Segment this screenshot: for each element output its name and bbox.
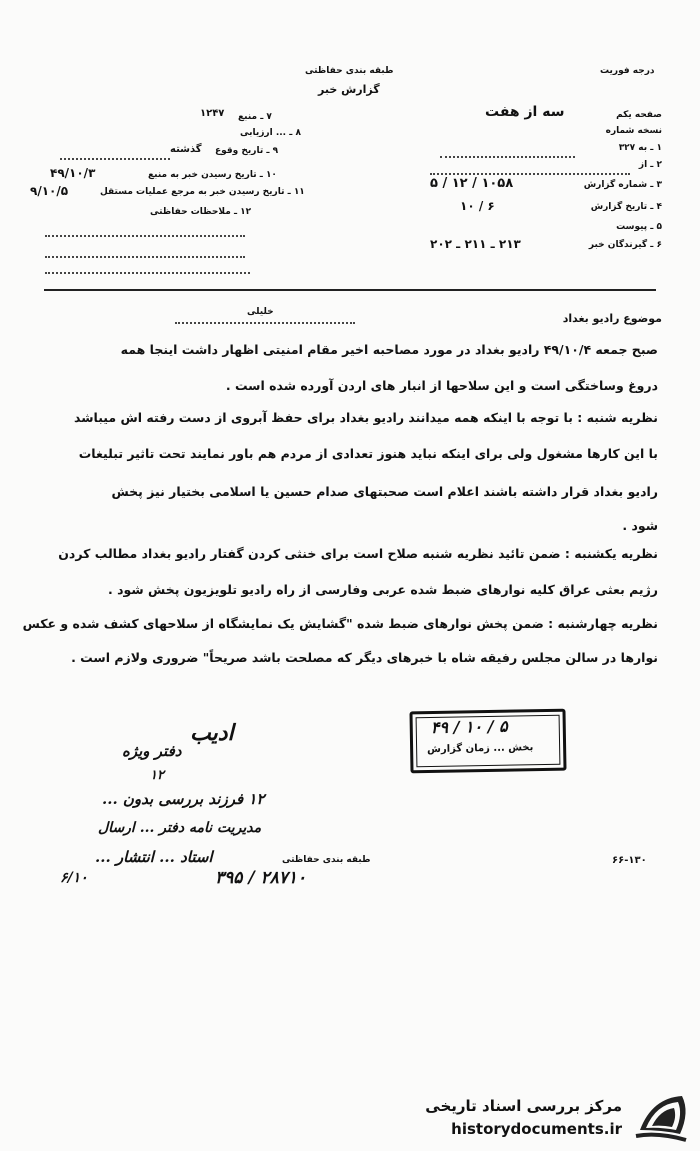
body-line: نظریه چهارشنبه : ضمن پخش نوارهای ضبط شده "گشایش یک نمایشگاه از سلاحهای کشف شده و عکس <box>22 616 658 631</box>
classification-label-top: طبقه بندی حفاظتی <box>305 66 394 76</box>
item-3: ۳ ـ شماره گزارش <box>583 180 662 190</box>
item-8: ۸ ـ ... ارزیابی <box>240 128 301 138</box>
series-value: سه از هفت <box>485 104 565 120</box>
handwritten-note: مدیریت نامه دفتر ... ارسال <box>98 820 262 836</box>
watermark-url: historydocuments.ir <box>451 1120 622 1138</box>
body-line: با این کارها مشغول ولی برای اینکه نباید هنوز تعدادی از مردم هم باور نمایند تحت تاثیر تبلیغات <box>78 446 658 461</box>
handwritten-note: ۱۲ فرزند بررسی بدون ... <box>102 790 265 808</box>
classification-label-bottom: طبقه بندی حفاظتی <box>282 855 371 865</box>
dotted-line <box>45 235 245 237</box>
body-line: رژیم بعثی عراق کلیه نوارهای ضبط شده عربی وفارسی از راه رادیو تلویزیون پخش شود . <box>108 582 658 597</box>
page-label: صفحه یکم <box>616 110 662 120</box>
ops-date: ۹/۱۰/۵ <box>30 184 69 198</box>
occurrence-value: گذشته <box>170 144 202 155</box>
body-line: دروغ وساختگی است و این سلاحها از انبار های اردن آورده شده است . <box>225 378 658 393</box>
body-line: رادیو بغداد قرار داشته باشند اعلام است صحبتهای صدام حسین یا اسلامی بختیار نیز پخش <box>111 484 658 499</box>
handwritten-note: استاد ... انتشار ... <box>95 848 213 866</box>
dotted-line <box>175 322 355 324</box>
item-4: ۴ ـ تاریخ گزارش <box>590 202 662 212</box>
item-9: ۹ ـ تاریخ وقوع <box>215 146 279 156</box>
signature-initials: ادیب <box>190 720 234 746</box>
dotted-line <box>60 158 170 160</box>
body-line: نظریه یکشنبه : ضمن تائید نظریه شنبه صلاح است برای خنثی کردن گفتار رادیو بغداد مطالب کردن <box>58 546 658 561</box>
registration-stamp <box>409 709 566 774</box>
body-line: شود . <box>622 518 658 533</box>
report-type: گزارش خبر <box>318 83 380 96</box>
body-line: نوارها در سالن مجلس رفیقه شاه با خبرهای دیگر که مصلحت باشد صریحاً" ضروری ولازم است . <box>71 650 658 665</box>
handwritten-note: ۱۲ <box>150 768 164 783</box>
form-code: ۶۶-۱۳۰ <box>612 855 647 866</box>
dotted-line <box>45 256 245 258</box>
item-7: ۷ ـ منبع <box>238 112 272 122</box>
source-value: ۱۲۴۷ <box>200 108 225 119</box>
report-number: ۱۰۵۸ / ۱۲ / ۵ <box>430 176 514 191</box>
subject-label: موضوع رادیو بغداد <box>562 312 662 325</box>
source-date: ۴۹/۱۰/۳ <box>50 166 96 180</box>
report-date: ۶ / ۱۰ <box>460 199 495 213</box>
file-number: ۲۸۷۱۰ / ۳۹۵ <box>215 868 307 888</box>
stamp-text: بخش ... زمان گزارش <box>427 742 534 756</box>
item-12: ۱۲ ـ ملاحظات حفاظتی <box>150 207 252 217</box>
book-logo-icon <box>630 1090 692 1146</box>
watermark-name: مرکز بررسی اسناد تاریخی <box>425 1097 622 1115</box>
body-line: نظریه شنبه : با توجه با اینکه همه میدانند رادیو بغداد برای حفظ آبروی از دست رفته اش میباشد <box>74 410 658 425</box>
handwritten-note: ۶/۱۰ <box>60 870 88 886</box>
item-2: ۲ ـ از <box>638 160 662 170</box>
stamp-date: ۵ / ۱۰ / ۴۹ <box>430 716 508 737</box>
item-6: ۶ ـ گیرندگان خبر <box>588 240 662 250</box>
handwritten-note: دفتر ویژه <box>122 742 182 760</box>
subject-margin-note: خلیلی <box>247 307 274 317</box>
item-1: ۱ ـ به ۳۲۷ <box>618 143 662 153</box>
recipients: ۲۱۳ ـ ۲۱۱ ـ ۲۰۲ <box>430 237 521 251</box>
body-line: صبح جمعه ۴۹/۱۰/۴ رادیو بغداد در مورد مصاحبه اخیر مقام امنیتی اظهار داشت اینجا همه <box>120 342 658 357</box>
item-5: ۵ ـ پیوست <box>616 222 662 232</box>
dotted-line <box>440 156 575 158</box>
item-11: ۱۱ ـ تاریخ رسیدن خبر به مرجع عملیات مستقل <box>100 187 305 197</box>
header-divider <box>44 289 656 291</box>
dotted-line <box>45 272 250 274</box>
priority-label: درجه فوریت <box>600 66 655 76</box>
dotted-line <box>430 173 630 175</box>
copy-label: نسخه شماره <box>605 126 662 136</box>
item-10: ۱۰ ـ تاریخ رسیدن خبر به منبع <box>148 170 277 180</box>
